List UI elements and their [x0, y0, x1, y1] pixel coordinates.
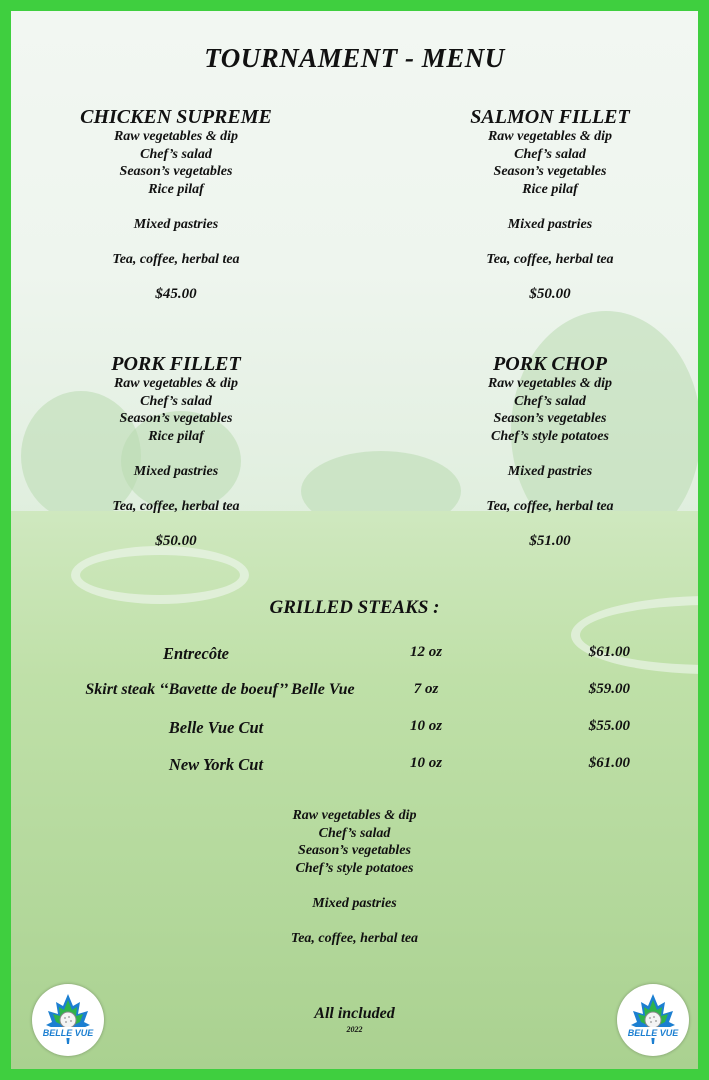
- logo-text: BELLE VUE: [627, 1028, 679, 1038]
- menu-price: $50.00: [155, 532, 197, 549]
- menu-pork-chop: [410, 353, 690, 550]
- included-item: Chef’s style potatoes: [295, 860, 414, 876]
- menu-drinks: Tea, coffee, herbal tea: [486, 251, 614, 267]
- steak-price: $59.00: [588, 681, 630, 697]
- menu-item: Raw vegetables & dip: [487, 129, 613, 144]
- maple-leaf-golf-ball-logo: [32, 984, 104, 1056]
- menu-drinks: Tea, coffee, herbal tea: [486, 498, 614, 514]
- included-dessert: Mixed pastries: [312, 895, 397, 911]
- included-item: Chef’s salad: [318, 825, 391, 841]
- menu-item: Season’s vegetables: [119, 411, 233, 426]
- steak-price: $55.00: [588, 718, 630, 734]
- menu-chicken-supreme: [36, 106, 316, 303]
- menu-item: Season’s vegetables: [493, 164, 607, 179]
- all-included-note: All included: [314, 1005, 395, 1022]
- steak-weight: 7 oz: [413, 681, 439, 697]
- included-item: Raw vegetables & dip: [292, 808, 417, 823]
- logo-text: BELLE VUE: [42, 1028, 94, 1038]
- steaks-heading: GRILLED STEAKS :: [269, 597, 440, 618]
- included-sides: [11, 807, 698, 947]
- steak-row: [11, 681, 698, 703]
- menu-dessert: Mixed pastries: [133, 463, 219, 479]
- menu-name: PORK CHOP: [493, 353, 607, 375]
- menu-price: $50.00: [529, 285, 571, 302]
- menu-item: Chef’s salad: [514, 393, 586, 409]
- menu-item: Season’s vegetables: [119, 164, 233, 179]
- steak-name: Belle Vue Cut: [168, 718, 264, 737]
- menu-item: Rice pilaf: [148, 428, 204, 444]
- steak-price: $61.00: [588, 755, 630, 771]
- steak-price: $61.00: [588, 644, 630, 660]
- included-drinks: Tea, coffee, herbal tea: [290, 930, 419, 946]
- steak-row: [11, 718, 698, 740]
- menu-dessert: Mixed pastries: [133, 216, 219, 232]
- menu-item: Chef’s salad: [514, 146, 586, 162]
- menu-name: SALMON FILLET: [470, 106, 630, 128]
- maple-leaf-golf-ball-logo: [617, 984, 689, 1056]
- menu-name: PORK FILLET: [111, 353, 241, 375]
- steak-weight: 10 oz: [409, 718, 443, 734]
- steak-name: Skirt steak ‘‘Bavette de boeuf’’ Belle Vue: [85, 681, 355, 698]
- steak-row: [11, 755, 698, 777]
- menu-item: Rice pilaf: [148, 181, 204, 197]
- steak-weight: 12 oz: [409, 644, 443, 660]
- year-label: 2022: [346, 1025, 363, 1034]
- menu-item: Raw vegetables & dip: [487, 376, 613, 391]
- menu-price: $45.00: [155, 285, 197, 302]
- belle-vue-logo-right: [617, 984, 689, 1056]
- menu-price: $51.00: [529, 532, 571, 549]
- menu-item: Rice pilaf: [522, 181, 578, 197]
- menu-item: Raw vegetables & dip: [113, 129, 239, 144]
- menu-salmon-fillet: [410, 106, 690, 303]
- menu-item: Raw vegetables & dip: [113, 376, 239, 391]
- included-item: Season’s vegetables: [298, 843, 411, 858]
- page-title: TOURNAMENT - MENU: [204, 43, 505, 73]
- steak-name: Entrecôte: [163, 644, 229, 663]
- menu-item: Season’s vegetables: [493, 411, 607, 426]
- menu-name: CHICKEN SUPREME: [80, 106, 272, 128]
- menu-dessert: Mixed pastries: [507, 216, 593, 232]
- menu-item: Chef’s salad: [140, 146, 212, 162]
- menu-item: Chef’s salad: [140, 393, 212, 409]
- menu-pork-fillet: [36, 353, 316, 550]
- steak-row: [11, 644, 698, 666]
- steak-weight: 10 oz: [409, 755, 443, 771]
- steak-name: New York Cut: [168, 755, 264, 774]
- menu-drinks: Tea, coffee, herbal tea: [112, 251, 240, 267]
- menu-dessert: Mixed pastries: [507, 463, 593, 479]
- menu-drinks: Tea, coffee, herbal tea: [112, 498, 240, 514]
- belle-vue-logo-left: [32, 984, 104, 1056]
- menu-item: Chef’s style potatoes: [491, 428, 609, 444]
